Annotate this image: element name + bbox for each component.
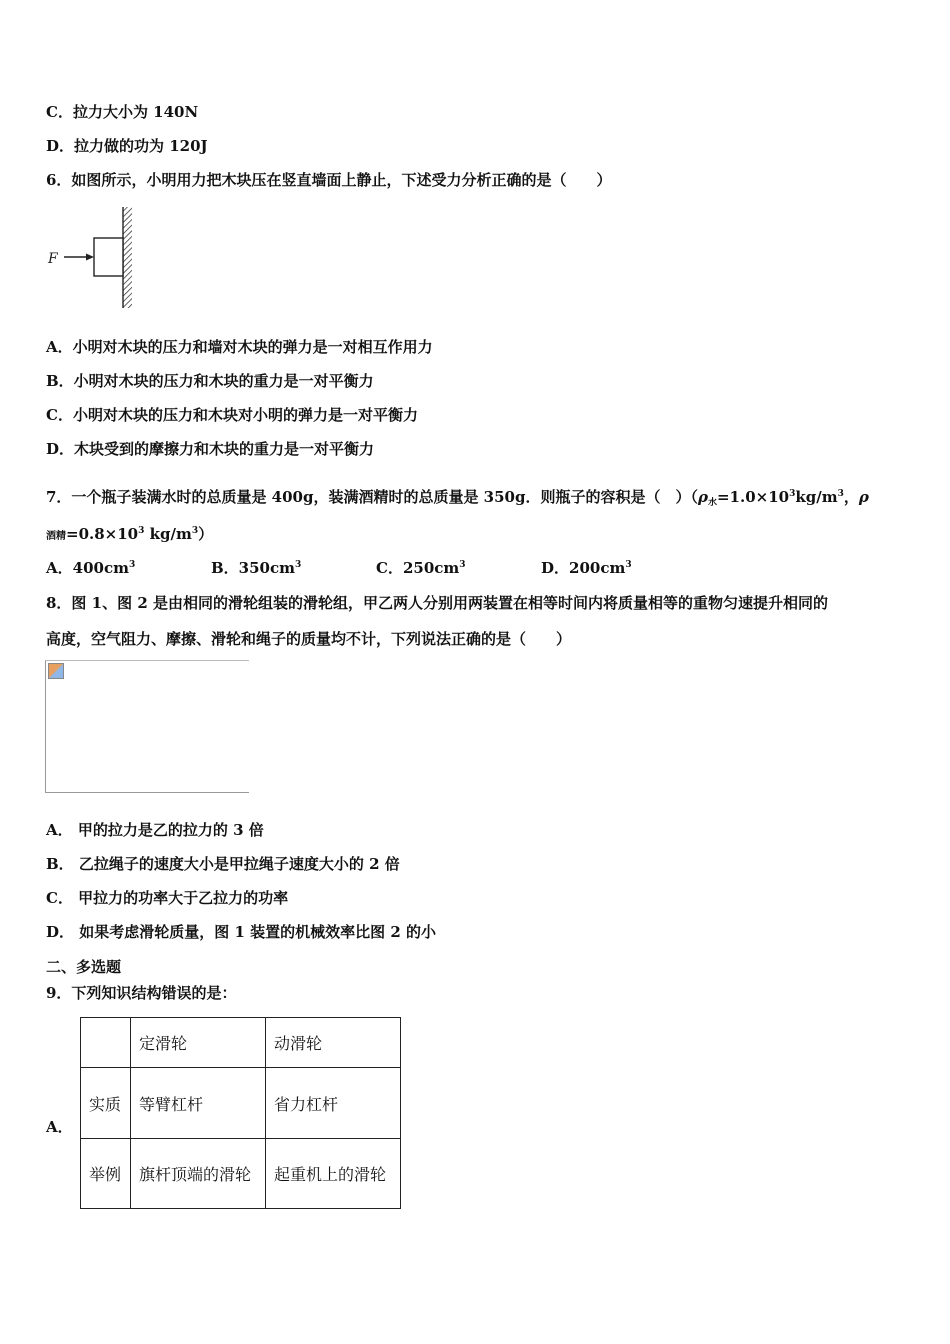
q9-option-a-label: A． <box>46 1118 73 1136</box>
water-subscript: 水 <box>707 498 717 508</box>
q7-close-paren: ） <box>198 525 214 543</box>
table-row <box>81 1068 401 1139</box>
q7-option-a <box>46 558 135 578</box>
rho-symbol-2: ρ <box>858 488 869 506</box>
rho-symbol: ρ <box>697 488 708 506</box>
wood-block <box>94 238 123 276</box>
q7-stem-line1 <box>46 487 869 507</box>
q6-option-d: D．木块受到的摩擦力和木块的重力是一对平衡力 <box>46 440 375 458</box>
table-cell: 实质 <box>81 1068 131 1139</box>
alcohol-density-value: =0.8×10 <box>66 525 139 543</box>
table-cell: 起重机上的滑轮 <box>266 1139 401 1209</box>
table-cell: 旗杆顶端的滑轮 <box>131 1139 266 1209</box>
q7-option-c <box>376 558 466 578</box>
alcohol-density-exponent: 3 <box>138 526 145 536</box>
q7-option-b-text: B．350cm <box>211 559 295 577</box>
q9-stem: 9．下列知识结构错误的是： <box>46 984 237 1002</box>
q8-option-a: A． 甲的拉力是乙的拉力的 3 倍 <box>46 821 264 839</box>
section-title-multiple-choice: 二、多选题 <box>46 958 122 976</box>
wall-hatch <box>123 207 132 308</box>
table-cell <box>81 1018 131 1068</box>
q7-option-c-exp: 3 <box>459 560 466 570</box>
q7-option-a-exp: 3 <box>128 560 136 570</box>
water-density-unit: kg/m <box>795 488 838 506</box>
q7-stem-line2 <box>46 524 213 547</box>
q7-option-d-text: D．200cm <box>541 559 626 577</box>
q8-option-d: D． 如果考虑滑轮质量，图 1 装置的机械效率比图 2 的小 <box>46 923 436 941</box>
broken-image-icon <box>48 663 64 679</box>
q7-option-b-exp: 3 <box>295 560 302 570</box>
table-cell: 定滑轮 <box>131 1018 266 1068</box>
table-header-row <box>81 1018 401 1068</box>
table-cell: 动滑轮 <box>266 1018 401 1068</box>
water-density-exponent: 3 <box>789 489 796 499</box>
q6-option-b: B．小明对木块的压力和木块的重力是一对平衡力 <box>46 372 374 390</box>
q6-option-c: C．小明对木块的压力和木块对小明的弹力是一对平衡力 <box>46 406 418 424</box>
q7-option-c-text: C．250cm <box>376 559 460 577</box>
q9-pulley-table <box>80 1017 401 1209</box>
alcohol-subscript: 酒精 <box>46 531 66 542</box>
q6-option-a: A．小明对木块的压力和墙对木块的弹力是一对相互作用力 <box>46 338 433 356</box>
table-row <box>81 1139 401 1209</box>
table-cell: 举例 <box>81 1139 131 1209</box>
force-arrow-head <box>86 254 94 261</box>
q7-option-a-text: A．400cm <box>46 559 129 577</box>
q8-option-c: C． 甲拉力的功率大于乙拉力的功率 <box>46 889 289 907</box>
force-label-f: F <box>48 251 58 267</box>
q6-stem: 6．如图所示，小明用力把木块压在竖直墙面上静止，下述受力分析正确的是（ ） <box>46 171 612 189</box>
q5-option-c: C．拉力大小为 140N <box>46 103 199 121</box>
water-density-value: =1.0×10 <box>716 488 790 506</box>
q7-separator: ， <box>843 488 859 506</box>
alcohol-density-unit: kg/m <box>144 525 192 543</box>
q5-option-d: D．拉力做的功为 120J <box>46 137 208 155</box>
q6-block-wall-figure <box>44 205 144 315</box>
q8-broken-image-placeholder <box>45 660 249 793</box>
q8-stem-line2: 高度，空气阻力、摩擦、滑轮和绳子的质量均不计，下列说法正确的是（ ） <box>46 630 572 648</box>
q7-option-d <box>541 558 632 578</box>
q7-option-b <box>211 558 301 578</box>
q8-stem-line1: 8．图 1、图 2 是由相同的滑轮组装的滑轮组，甲乙两人分别用两装置在相等时间内将质量相等的重物匀速提升相同的 <box>46 594 828 612</box>
q8-option-b: B． 乙拉绳子的速度大小是甲拉绳子速度大小的 2 倍 <box>46 855 400 873</box>
table-cell: 省力杠杆 <box>266 1068 401 1139</box>
alcohol-unit-exponent: 3 <box>191 526 199 536</box>
q7-stem-text: 7．一个瓶子装满水时的总质量是 400g，装满酒精时的总质量是 350g．则瓶子的容积是（ ）（ <box>46 488 698 506</box>
q7-option-d-exp: 3 <box>625 560 632 570</box>
table-cell: 等臂杠杆 <box>131 1068 266 1139</box>
water-unit-exponent: 3 <box>837 489 844 499</box>
